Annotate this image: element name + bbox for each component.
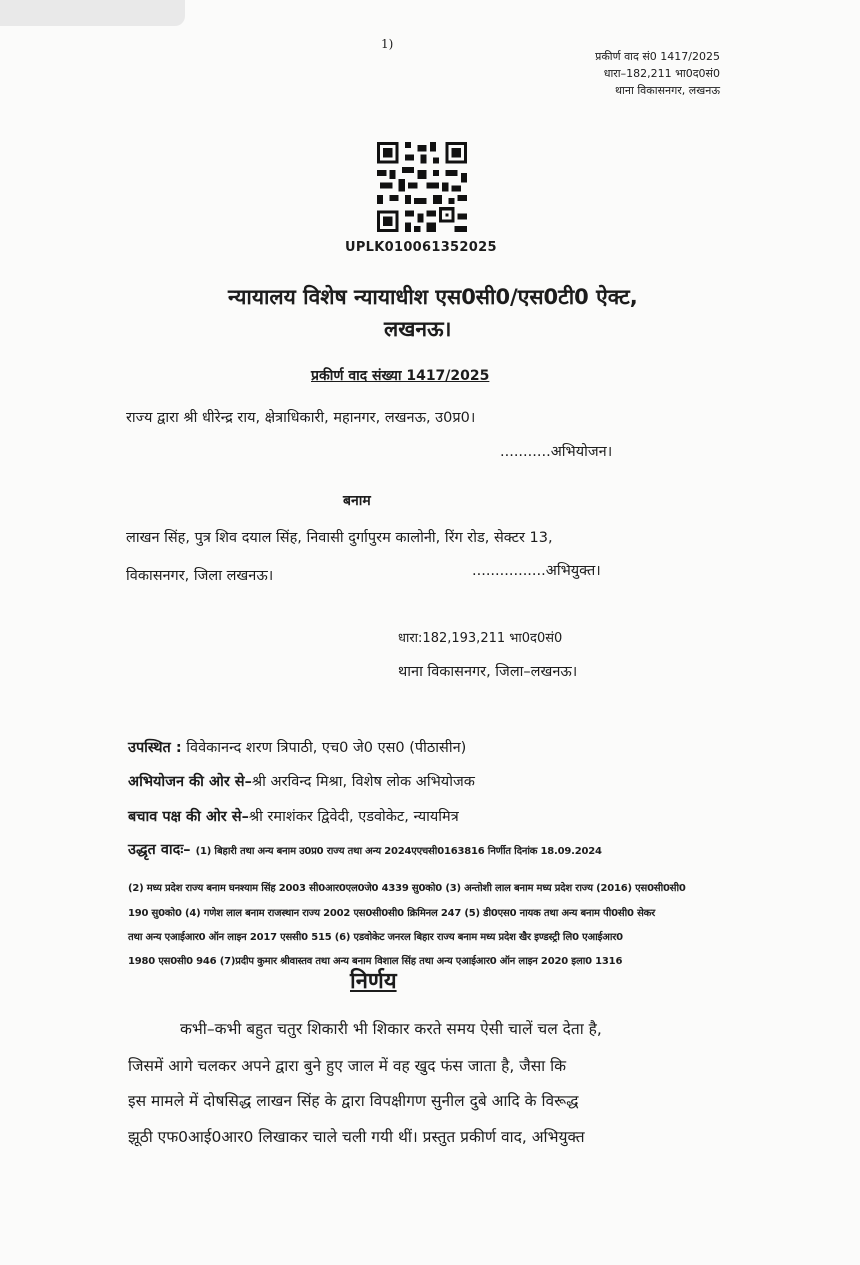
page-number: 1): [381, 37, 394, 51]
prosecution-counsel-row: [128, 771, 475, 791]
header-case-reference: [595, 48, 720, 99]
versus-label: बनाम: [343, 493, 371, 509]
cited-line: तथा अन्य एआईआर0 ऑन लाइन 2017 एससी0 515 (6) एडवोकेट जनरल बिहार राज्य बनाम मध्य प्रदेश खैर इण्डस्ट्री लि0 एआईआर0: [128, 932, 623, 943]
judgment-line: जिसमें आगे चलकर अपने द्वारा बुने हुए जाल में वह खुद फंस जाता है, जैसा कि: [128, 1057, 567, 1075]
court-title-line-2: लखनऊ।: [384, 317, 452, 341]
defence-counsel-value: श्री रमाशंकर द्विवेदी, एडवोकेट, न्यायमित्र: [248, 809, 459, 825]
header-sections: धारा–182,211 भा0द0सं0: [603, 67, 720, 80]
cited-cases-first-row: [128, 839, 602, 859]
cited-line: (1) बिहारी तथा अन्य बनाम उ0प्र0 राज्य तथा अन्य 2024एएचसी0163816 निर्णीत दिनांक 18.09.2024: [195, 846, 602, 857]
police-station-line: थाना विकासनगर, जिला–लखनऊ।: [398, 664, 578, 680]
prosecution-counsel-value: श्री अरविन्द मिश्रा, विशेष लोक अभियोजक: [251, 774, 475, 790]
top-left-overlay: [0, 0, 185, 26]
presence-row: [128, 737, 466, 757]
defence-counsel-row: [128, 806, 459, 826]
judgment-line: कभी–कभी बहुत चतुर शिकारी भी शिकार करते समय ऐसी चालें चल देता है,: [180, 1020, 602, 1038]
cited-line: 190 सु0को0 (4) गणेश लाल बनाम राजस्थान राज्य 2002 एस0सी0सी0 क्रिमिनल 247 (5) डी0एस0 नायक तथा अन्य बनाम पी0सी0 सेकर: [128, 908, 655, 919]
header-police-station: थाना विकासनगर, लखनऊ: [614, 84, 720, 97]
judgment-line: झूठी एफ0आई0आर0 लिखाकर चाले चली गयी थीं। प्रस्तुत प्रकीर्ण वाद, अभियुक्त: [128, 1128, 585, 1146]
prosecution-party: राज्य द्वारा श्री धीरेन्द्र राय, क्षेत्राधिकारी, महानगर, लखनऊ, उ0प्र0।: [126, 410, 476, 426]
court-title-line-1: न्यायालय विशेष न्यायाधीश एस0सी0/एस0टी0 ऐक्ट,: [228, 285, 638, 309]
cnr-number: UPLK010061352025: [345, 240, 497, 255]
sections-line: धारा:182,193,211 भा0द0सं0: [398, 631, 563, 646]
present-value: विवेकानन्द शरण त्रिपाठी, एच0 जे0 एस0 (पीठासीन): [186, 740, 467, 756]
cited-line: 1980 एस0सी0 946 (7)प्रदीप कुमार श्रीवास्तव तथा अन्य बनाम विशाल सिंह तथा अन्य एआईआर0 ऑन लाइन 2020 इला0 1316: [128, 956, 623, 967]
accused-line-1: लाखन सिंह, पुत्र शिव दयाल सिंह, निवासी दुर्गापुरम कालोनी, रिंग रोड, सेक्टर 13,: [126, 530, 553, 546]
cited-label: उद्धृत वादः–: [128, 842, 191, 858]
accused-role: ................अभियुक्त।: [472, 563, 601, 579]
judgment-line: इस मामले में दोषसिद्ध लाखन सिंह के द्वारा विपक्षीगण सुनील दुबे आदि के विरूद्ध: [128, 1092, 579, 1110]
cited-line: (2) मध्य प्रदेश राज्य बनाम घनश्याम सिंह 2003 सी0आर0एल0जे0 4339 सु0को0 (3) अन्तोशी लाल बनाम मध्य प्रदेश राज्य (2016) एस0सी0सी0: [128, 883, 686, 894]
judgment-heading: निर्णय: [350, 969, 397, 994]
accused-line-2: विकासनगर, जिला लखनऊ।: [126, 568, 274, 584]
qr-code-icon: [377, 142, 467, 232]
case-number: प्रकीर्ण वाद संख्या 1417/2025: [311, 368, 490, 384]
header-case: प्रकीर्ण वाद सं0 1417/2025: [595, 50, 720, 63]
prosecution-counsel-label: अभियोजन की ओर से–: [128, 774, 252, 790]
defence-counsel-label: बचाव पक्ष की ओर से–: [128, 809, 249, 825]
prosecution-role: ...........अभियोजन।: [500, 444, 613, 460]
present-label: उपस्थित :: [128, 740, 182, 756]
